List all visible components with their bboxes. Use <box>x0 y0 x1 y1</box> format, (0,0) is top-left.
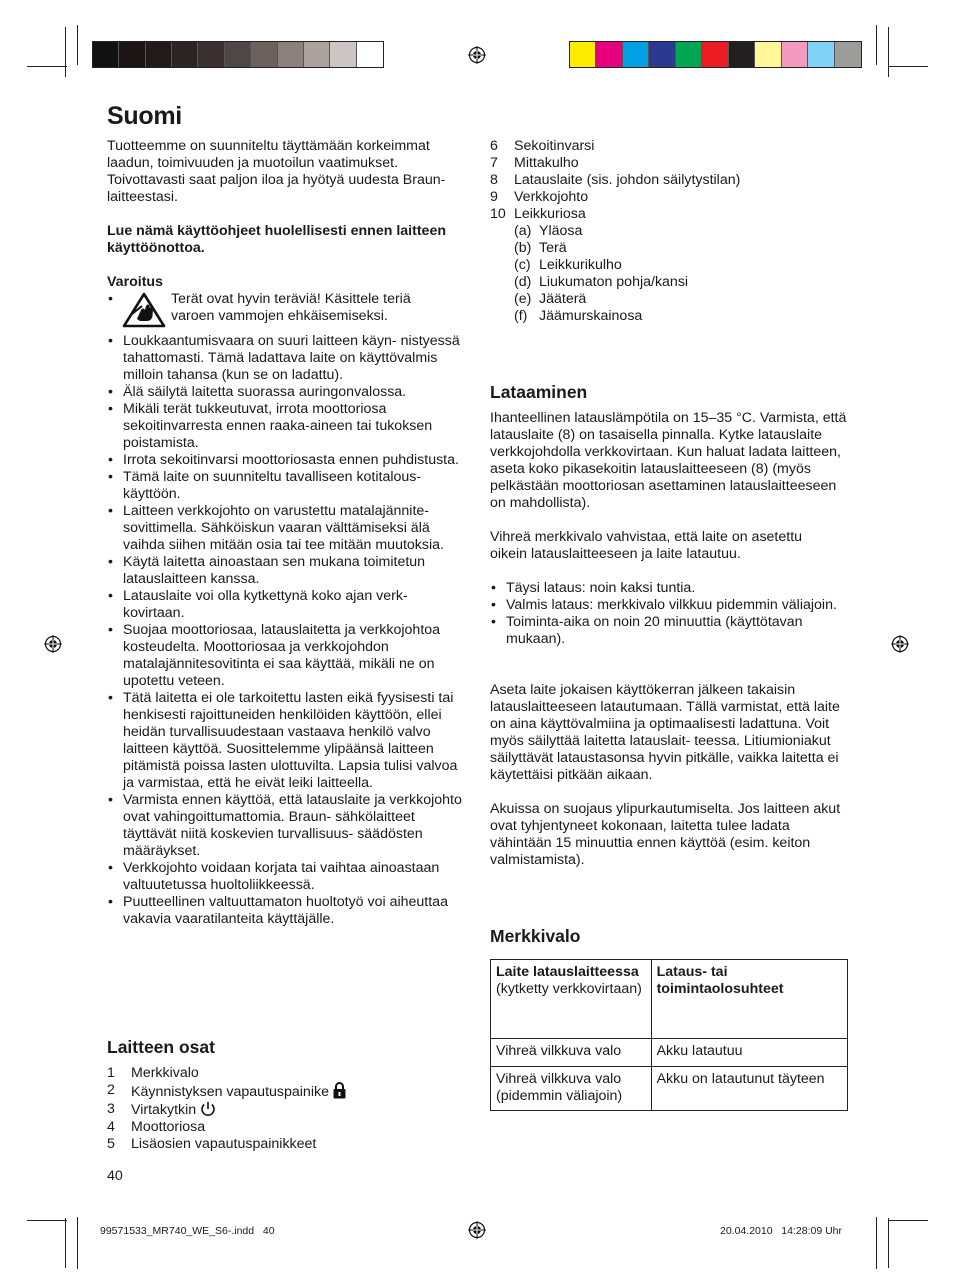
list-item <box>107 1136 467 1153</box>
registration-mark-icon <box>44 635 62 653</box>
color-swatch <box>278 42 304 67</box>
list-item-label: Sekoitinvarsi <box>514 138 595 154</box>
color-swatch <box>570 42 596 67</box>
list-item <box>107 1119 467 1136</box>
color-swatch <box>304 42 330 67</box>
charging-list <box>490 580 845 648</box>
crop-mark <box>888 1218 889 1268</box>
sub-list-item-number: (e) <box>514 291 532 307</box>
crop-mark <box>888 1220 928 1221</box>
warning-item: • Varmista ennen käyttöä, että latauslaite ja verkkojohto ovat vahingoittumattomia. Braun- sähkölaitteet täyttävät niitä koskevien turvallisuus- säädösten määräykset. <box>107 792 467 860</box>
list-item <box>107 1065 467 1082</box>
list-item-label: Virtakytkin <box>131 1102 197 1118</box>
footer-date-info: 20.04.2010 14:28:09 Uhr <box>720 1225 843 1237</box>
crop-mark <box>27 66 67 67</box>
charging-paragraph-4: Akuissa on suojaus ylipurkautumiselta. Jos laitteen akut ovat tyhjentyneet kokonaan, laitetta tulee ladata vähintään 15 minuuttia ennen käyttöä (esim. keiton valmistamista). <box>490 801 841 868</box>
crop-mark <box>876 25 877 65</box>
sub-parts-list <box>514 223 850 325</box>
color-swatch <box>119 42 145 67</box>
color-swatch <box>172 42 198 67</box>
warning-item: • Puutteellinen valtuuttamaton huoltotyö voi aiheuttaa vakavia vaaratilanteita käyttäjälle. <box>107 894 467 928</box>
warning-item: • Mikäli terät tukkeutuvat, irrota moottoriosa sekoitinvarresta ennen raaka-aineen tai tukoksen poistamista. <box>107 401 467 452</box>
color-swatch <box>835 42 861 67</box>
cmyk-color-bar <box>569 41 862 68</box>
table-header-row <box>491 960 848 1039</box>
list-item-label: Leikkuriosa <box>514 206 586 222</box>
footer-file-info: 99571533_MR740_WE_S6-.indd 40 <box>100 1225 275 1237</box>
color-swatch <box>702 42 728 67</box>
list-item-number: 10 <box>490 206 506 222</box>
sub-list-item <box>514 223 850 240</box>
charging-paragraph-1: Ihanteellinen latauslämpötila on 15–35 °C. Varmista, että latauslaite (8) on tasaisella pinnalla. Kytke latauslaite verkkojohdolla verkkovirtaan. Kun haluat ladata laitteen, aseta koko pikasekoitin latauslaitteeseen (8) (myös pelkästään moottoriosan asettaminen latauslaitteeseen on mahdollista). <box>490 410 847 511</box>
power-icon <box>200 1101 216 1117</box>
list-item-label: Lisäosien vapautuspainikkeet <box>131 1136 317 1152</box>
indicator-table <box>490 959 848 1111</box>
parts-heading: Laitteen osat <box>107 1037 215 1057</box>
color-swatch <box>596 42 622 67</box>
charging-bullet: • Toiminta-aika on noin 20 minuuttia (käyttötavan mukaan). <box>490 614 845 648</box>
color-swatch <box>729 42 755 67</box>
sub-list-item-number: (a) <box>514 223 532 239</box>
list-item-number: 3 <box>107 1101 115 1117</box>
sub-list-item-number: (d) <box>514 274 532 290</box>
color-swatch <box>198 42 224 67</box>
registration-mark-icon <box>468 1221 486 1239</box>
sub-list-item-label: Liukumaton pohja/kansi <box>539 274 689 290</box>
list-item-label: Käynnistyksen vapautuspainike <box>131 1084 329 1100</box>
warning-item: • Verkkojohto voidaan korjata tai vaihtaa ainoastaan valtuutetussa huoltoliikkeessä. <box>107 860 467 894</box>
warning-heading: Varoitus <box>107 274 163 290</box>
sub-list-item-number: (c) <box>514 257 531 273</box>
table-row <box>491 1067 848 1111</box>
warning-item: • Suojaa moottoriosaa, latauslaitetta ja verkkojohtoa kosteudelta. Moottoriosaa ja verkkojohdon matalajännitesovitinta ei saa käyttää, mikäli ne on upotettu veteen. <box>107 622 467 690</box>
charging-bullet: • Valmis lataus: merkkivalo vilkkuu pidemmin väliajoin. <box>490 597 845 614</box>
parts-list-left <box>107 1065 467 1153</box>
lock-icon <box>333 1082 346 1099</box>
sub-list-item <box>514 291 850 308</box>
warning-item: • Älä säilytä laitetta suorassa auringonvalossa. <box>107 384 467 401</box>
crop-mark <box>27 1220 67 1221</box>
color-swatch <box>225 42 251 67</box>
list-item-label: Latauslaite (sis. johdon säilytystilan) <box>514 172 741 188</box>
table-cell: Vihreä vilkkuva valo <box>491 1039 652 1067</box>
charging-heading: Lataaminen <box>490 382 588 402</box>
color-swatch <box>623 42 649 67</box>
parts-list-right <box>490 138 850 325</box>
sub-list-item-label: Leikkurikulho <box>539 257 622 273</box>
list-item <box>107 1101 467 1119</box>
table-row <box>491 1039 848 1067</box>
sub-list-item-number: (f) <box>514 308 528 324</box>
list-item-number: 2 <box>107 1082 115 1098</box>
list-item-number: 9 <box>490 189 498 205</box>
color-swatch <box>357 42 383 67</box>
crop-mark <box>876 1217 877 1269</box>
sub-list-item-label: Jäämurskainosa <box>539 308 643 324</box>
warning-item: • Laitteen verkkojohto on varustettu matalajännite- sovittimella. Sähköiskun vaaran välttämiseksi älä vaihda siihen mitään osia tai tee mitään muutoksia. <box>107 503 467 554</box>
page-title: Suomi <box>107 102 182 130</box>
list-item <box>490 172 850 189</box>
list-item-number: 5 <box>107 1136 115 1152</box>
table-cell: Vihreä vilkkuva valo (pidemmin väliajoin) <box>491 1067 652 1111</box>
hand-blade-warning-icon <box>122 292 166 328</box>
sub-list-item <box>514 240 850 257</box>
list-item-number: 1 <box>107 1065 115 1081</box>
intro-bold-paragraph: Lue nämä käyttöohjeet huolellisesti ennen laitteen käyttöönottoa. <box>107 223 447 256</box>
color-swatch <box>808 42 834 67</box>
list-item-label: Merkkivalo <box>131 1065 199 1081</box>
color-swatch <box>330 42 356 67</box>
color-swatch <box>649 42 675 67</box>
warning-item: • Irrota sekoitinvarsi moottoriosasta ennen puhdistusta. <box>107 452 467 469</box>
list-item-label: Moottoriosa <box>131 1119 206 1135</box>
list-item <box>107 1082 467 1101</box>
sub-list-item-number: (b) <box>514 240 532 256</box>
warning-list <box>107 333 467 928</box>
charging-paragraph-3: Aseta laite jokaisen käyttökerran jälkeen takaisin latauslaitteeseen latautumaan. Tällä varmistat, että laite on aina käyttövalmiina ja optimaalisesti ladattuna. Voit myös säilyttää laitetta latauslait- teessa. Litiumioniakut säilyttävät lataustasonsa hyvin pitkälle, vaikka laitetta ei käytettäisi pitkään aikaan. <box>490 682 840 783</box>
sub-list-item-label: Jääterä <box>539 291 587 307</box>
color-swatch <box>782 42 808 67</box>
list-item <box>490 155 850 172</box>
table-cell: Akku on latautunut täyteen <box>651 1067 847 1111</box>
table-header-cell: Lataus- tai toimintaolosuhteet <box>651 960 847 1039</box>
registration-mark-icon <box>468 46 486 64</box>
crop-mark <box>65 27 66 77</box>
crop-mark <box>77 25 78 65</box>
crop-mark <box>888 27 889 77</box>
list-item-number: 8 <box>490 172 498 188</box>
warning-item: • Tämä laite on suunniteltu tavalliseen kotitalous- käyttöön. <box>107 469 467 503</box>
intro-paragraph: Tuotteemme on suunniteltu täyttämään korkeimmat laadun, toimivuuden ja muotoilun vaatimukset. Toivottavasti saat paljon iloa ja hyötyä uudesta Braun-laitteestasi. <box>107 138 446 205</box>
sub-list-item-label: Terä <box>539 240 567 256</box>
color-swatch <box>251 42 277 67</box>
color-swatch <box>146 42 172 67</box>
blade-warning-text: Terät ovat hyvin teräviä! Käsittele teriä varoen vammojen ehkäisemiseksi. <box>171 291 411 324</box>
bullet: • <box>108 291 113 307</box>
warning-item: • Tätä laitetta ei ole tarkoitettu lasten eikä fyysisesti tai henkisesti rajoittuneiden henkilöiden käyttöön, ellei heidän turvallisuudestaan vastaava henkilö valvo laitteen käyttöä. Suosittelemme ylipäänsä laitteen pitämistä poissa lasten ulottuvilta. Lapsia tulisi valvoa ja varmistaa, että he eivät leiki laitteella. <box>107 690 467 792</box>
sub-list-item <box>514 308 850 325</box>
list-item <box>490 206 850 325</box>
color-swatch <box>93 42 119 67</box>
crop-mark <box>65 1218 66 1268</box>
grayscale-color-bar <box>92 41 384 68</box>
crop-mark <box>888 66 928 67</box>
list-item-label: Mittakulho <box>514 155 579 171</box>
warning-item: • Latauslaite voi olla kytkettynä koko ajan verk- kovirtaan. <box>107 588 467 622</box>
sub-list-item <box>514 257 850 274</box>
list-item <box>490 138 850 155</box>
sub-list-item <box>514 274 850 291</box>
crop-mark <box>77 1217 78 1269</box>
warning-item: • Loukkaantumisvaara on suuri laitteen käyn- nistyessä tahattomasti. Tämä ladattava laite on käyttövalmis milloin tahansa (kun se on ladattu). <box>107 333 467 384</box>
table-header-cell: Laite latauslaitteessa (kytketty verkkovirtaan) <box>491 960 652 1039</box>
warning-item: • Käytä laitetta ainoastaan sen mukana toimitetun latauslaitteen kanssa. <box>107 554 467 588</box>
charging-paragraph-2: Vihreä merkkivalo vahvistaa, että laite on asetettu oikein latauslaitteeseen ja laite latautuu. <box>490 529 803 562</box>
color-swatch <box>755 42 781 67</box>
sub-list-item-label: Yläosa <box>539 223 583 239</box>
indicator-heading: Merkkivalo <box>490 926 581 946</box>
list-item-number: 6 <box>490 138 498 154</box>
list-item-number: 7 <box>490 155 498 171</box>
list-item-label: Verkkojohto <box>514 189 589 205</box>
list-item-number: 4 <box>107 1119 115 1135</box>
color-swatch <box>676 42 702 67</box>
list-item <box>490 189 850 206</box>
table-cell: Akku latautuu <box>651 1039 847 1067</box>
page-number: 40 <box>107 1168 123 1184</box>
charging-bullet: • Täysi lataus: noin kaksi tuntia. <box>490 580 845 597</box>
registration-mark-icon <box>891 635 909 653</box>
